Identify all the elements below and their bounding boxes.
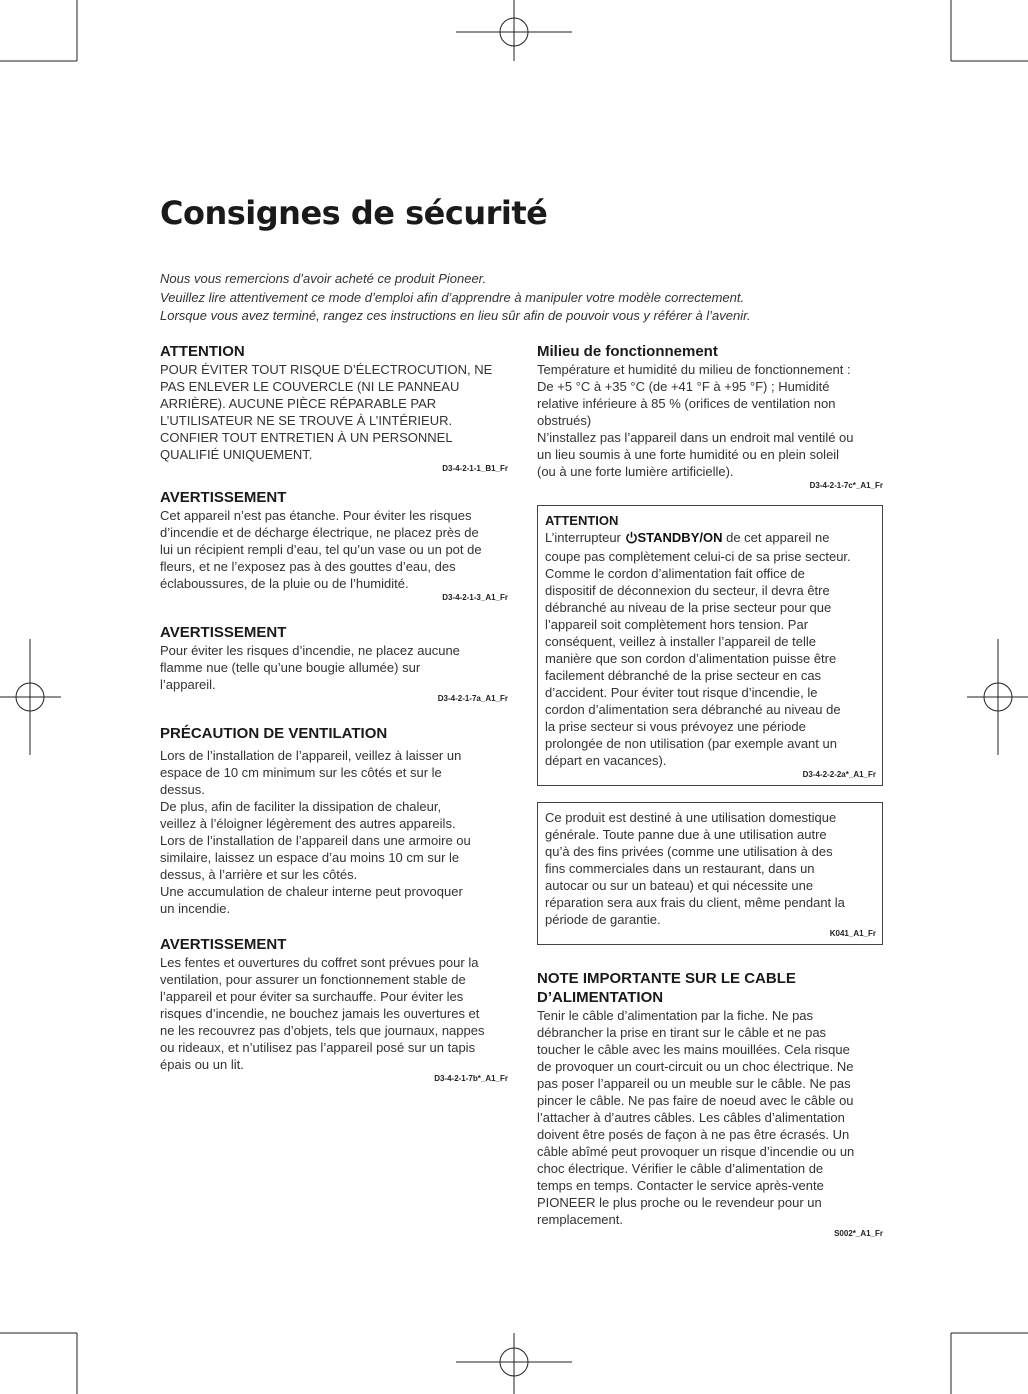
section-heading: AVERTISSEMENT (160, 624, 287, 641)
reference-code: D3-4-2-1-1_B1_Fr (442, 464, 508, 473)
section-heading: NOTE IMPORTANTE SUR LE CABLE D’ALIMENTATION (537, 970, 796, 1006)
box-body (545, 529, 876, 769)
box-body-pre: L’interrupteur (545, 530, 625, 545)
section-heading: AVERTISSEMENT (160, 489, 287, 506)
box-body: Ce produit est destiné à une utilisation domestique générale. Toute panne due à une utilisation autre qu’à des fins privées (comme une utilisation à des fins commerciales dans un restaurant, dans un autocar ou sur un bateau) et qui nécessite une réparation sera aux frais du client, même pendant la période de garantie. (545, 810, 845, 927)
standby-on-label: STANDBY/ON (637, 530, 723, 545)
attention-section (160, 342, 508, 474)
intro-line: Veuillez lire attentivement ce mode d’emploi afin d’apprendre à manipuler votre modèle correctement. (160, 289, 745, 305)
reference-code: D3-4-2-1-7b*_A1_Fr (434, 1074, 508, 1083)
power-icon (625, 531, 638, 548)
box-body-rest: de cet appareil ne coupe pas complètement celui-ci de sa prise secteur. Comme le cordon d’alimentation fait office de dispositif de déconnexion du secteur, il devra être débranché au niveau de la prise secteur pour que l’appareil soit complètement hors tension. Par conséquent, veillez à installer l’appareil de telle manière que son cordon d’alimentation puisse être facilement débranché de la prise secteur en cas d’accident. Pour éviter tout risque d’incendie, le cordon d’alimentation sera débranché au niveau de la prise secteur si vous prévoyez une période prolongée de non utilisation (par exemple avant un départ en vacances). (545, 530, 851, 768)
intro-text (160, 270, 860, 326)
section-body: POUR ÉVITER TOUT RISQUE D’ÉLECTROCUTION, NE PAS ENLEVER LE COUVERCLE (NI LE PANNEAU ARRIÈRE). AUCUNE PIÈCE RÉPARABLE PAR L’UTILISATEUR NE SE TROUVE À L’INTÉRIEUR. CONFIER TOUT ENTRETIEN À UN PERSONNEL QUALIFIÉ UNIQUEMENT. (160, 362, 493, 462)
box-heading: ATTENTION (545, 513, 619, 528)
warning-water-section (160, 488, 508, 603)
intro-line: Nous vous remercions d’avoir acheté ce produit Pioneer. (160, 271, 487, 286)
section-heading: Milieu de fonctionnement (537, 343, 718, 360)
domestic-use-box (537, 802, 883, 945)
intro-line: Lorsque vous avez terminé, rangez ces instructions en lieu sûr afin de pouvoir vous y référer à l’avenir. (160, 308, 751, 323)
warning-openings-section (160, 935, 508, 1084)
page-title: Consignes de sécurité (160, 194, 548, 232)
ventilation-section (160, 724, 508, 917)
reference-code: K041_A1_Fr (829, 929, 876, 938)
section-heading: AVERTISSEMENT (160, 936, 287, 953)
section-body: Lors de l’installation de l’appareil, veillez à laisser un espace de 10 cm minimum sur les côtés et sur le dessus. De plus, afin de faciliter la dissipation de chaleur, veillez à l’éloigner légèrement des autres appareils. Lors de l’installation de l’appareil dans une armoire ou similaire, laissez un espace d’au moins 10 cm sur le dessus, à l’arrière et sur les côtés. Une accumulation de chaleur interne peut provoquer un incendie. (160, 748, 471, 916)
reference-code: S002*_A1_Fr (834, 1229, 883, 1238)
standby-attention-box (537, 505, 883, 786)
warning-flame-section (160, 623, 508, 704)
section-body: Les fentes et ouvertures du coffret sont prévues pour la ventilation, pour assurer un fonctionnement stable de l’appareil et pour éviter sa surchauffe. Pour éviter les risques d’incendie, ne bouchez jamais les ouvertures et ne les recouvrez pas d’objets, tels que journaux, nappes ou rideaux, et n’utilisez pas l’appareil posé sur un tapis épais ou un lit. (160, 955, 485, 1072)
section-heading: PRÉCAUTION DE VENTILATION (160, 725, 388, 742)
reference-code: D3-4-2-1-7a_A1_Fr (437, 694, 508, 703)
section-heading: ATTENTION (160, 343, 245, 360)
right-column (537, 342, 883, 1253)
reference-code: D3-4-2-2-2a*_A1_Fr (802, 770, 876, 779)
left-column (160, 342, 508, 1098)
section-body: Tenir le câble d’alimentation par la fiche. Ne pas débrancher la prise en tirant sur le câble et ne pas toucher le câble avec les mains mouillées. Cela risque de provoquer un court-circuit ou un choc électrique. Ne pas poser l’appareil ou un meuble sur le câble. Ne pas pincer le câble. Ne pas faire de noeud avec le câble ou l’attacher à d’autres câbles. Les câbles d’alimentation doivent être posés de façon à ne pas être écrasés. Un câble abîmé peut provoquer un risque d’incendie ou un choc électrique. Vérifier le câble d’alimentation de temps en temps. Contacter le service après-vente PIONEER le plus proche ou le revendeur pour un remplacement. (537, 1008, 855, 1227)
section-body: Pour éviter les risques d’incendie, ne placez aucune flamme nue (telle qu’une bougie allumée) sur l’appareil. (160, 643, 460, 692)
reference-code: D3-4-2-1-3_A1_Fr (442, 593, 508, 602)
section-body: Cet appareil n’est pas étanche. Pour éviter les risques d’incendie et de décharge électrique, ne placez près de lui un récipient rempli d’eau, tel qu’un vase ou un pot de fleurs, et ne l’exposez pas à des gouttes d’eau, des éclaboussures, de la pluie ou de l’humidité. (160, 508, 482, 591)
environment-section (537, 342, 883, 491)
section-body: Température et humidité du milieu de fonctionnement : De +5 °C à +35 °C (de +41 °F à +95 °F) ; Humidité relative inférieure à 85 % (orifices de ventilation non obstrués) N’installez pas l’appareil dans un endroit mal ventilé ou un lieu soumis à une forte humidité ou en plein soleil (ou à une forte lumière artificielle). (537, 362, 854, 479)
power-cable-section (537, 969, 883, 1239)
reference-code: D3-4-2-1-7c*_A1_Fr (809, 481, 883, 490)
